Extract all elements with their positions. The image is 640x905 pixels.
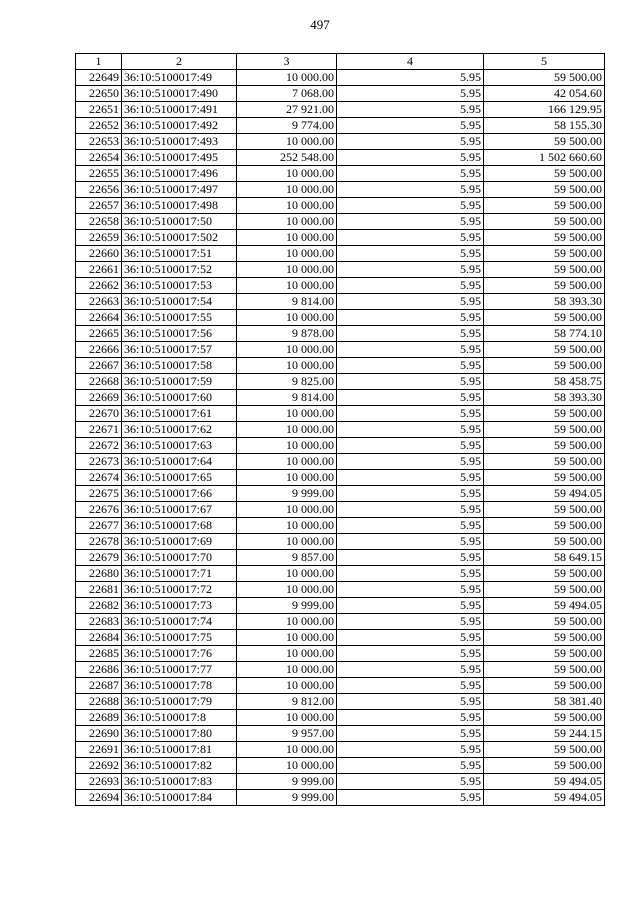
- amount-cell: 59 500.00: [484, 358, 605, 374]
- table-row: [76, 182, 605, 198]
- table-row: [76, 326, 605, 342]
- rate-cell: 5.95: [337, 374, 484, 390]
- cadastral-number-cell: 36:10:5100017:78: [122, 678, 237, 694]
- rate-cell: 5.95: [337, 710, 484, 726]
- table-row: [76, 694, 605, 710]
- amount-cell: 59 500.00: [484, 342, 605, 358]
- row-number-cell: 22690: [76, 726, 122, 742]
- amount-cell: 59 500.00: [484, 646, 605, 662]
- row-number-cell: 22682: [76, 598, 122, 614]
- cadastral-number-cell: 36:10:5100017:61: [122, 406, 237, 422]
- row-number-cell: 22660: [76, 246, 122, 262]
- cadastral-number-cell: 36:10:5100017:68: [122, 518, 237, 534]
- table-row: [76, 374, 605, 390]
- area-cell: 9 814.00: [237, 390, 337, 406]
- amount-cell: 58 649.15: [484, 550, 605, 566]
- row-number-cell: 22687: [76, 678, 122, 694]
- area-cell: 9 999.00: [237, 790, 337, 806]
- row-number-cell: 22654: [76, 150, 122, 166]
- column-header-5: 5: [484, 54, 605, 70]
- row-number-cell: 22658: [76, 214, 122, 230]
- column-header-4: 4: [337, 54, 484, 70]
- area-cell: 7 068.00: [237, 86, 337, 102]
- area-cell: 27 921.00: [237, 102, 337, 118]
- amount-cell: 58 381.40: [484, 694, 605, 710]
- rate-cell: 5.95: [337, 102, 484, 118]
- area-cell: 10 000.00: [237, 278, 337, 294]
- rate-cell: 5.95: [337, 470, 484, 486]
- cadastral-number-cell: 36:10:5100017:63: [122, 438, 237, 454]
- row-number-cell: 22670: [76, 406, 122, 422]
- area-cell: 9 878.00: [237, 326, 337, 342]
- cadastral-number-cell: 36:10:5100017:81: [122, 742, 237, 758]
- table-row: [76, 598, 605, 614]
- cadastral-number-cell: 36:10:5100017:70: [122, 550, 237, 566]
- cadastral-number-cell: 36:10:5100017:74: [122, 614, 237, 630]
- amount-cell: 59 500.00: [484, 198, 605, 214]
- amount-cell: 59 494.05: [484, 486, 605, 502]
- row-number-cell: 22686: [76, 662, 122, 678]
- rate-cell: 5.95: [337, 358, 484, 374]
- table-row: [76, 758, 605, 774]
- row-number-cell: 22680: [76, 566, 122, 582]
- area-cell: 10 000.00: [237, 662, 337, 678]
- row-number-cell: 22672: [76, 438, 122, 454]
- cadastral-number-cell: 36:10:5100017:497: [122, 182, 237, 198]
- row-number-cell: 22671: [76, 422, 122, 438]
- area-cell: 9 857.00: [237, 550, 337, 566]
- area-cell: 10 000.00: [237, 198, 337, 214]
- rate-cell: 5.95: [337, 582, 484, 598]
- cadastral-number-cell: 36:10:5100017:65: [122, 470, 237, 486]
- cadastral-number-cell: 36:10:5100017:491: [122, 102, 237, 118]
- cadastral-number-cell: 36:10:5100017:80: [122, 726, 237, 742]
- row-number-cell: 22685: [76, 646, 122, 662]
- table-row: [76, 166, 605, 182]
- amount-cell: 59 500.00: [484, 134, 605, 150]
- rate-cell: 5.95: [337, 550, 484, 566]
- rate-cell: 5.95: [337, 742, 484, 758]
- rate-cell: 5.95: [337, 454, 484, 470]
- row-number-cell: 22683: [76, 614, 122, 630]
- cadastral-number-cell: 36:10:5100017:66: [122, 486, 237, 502]
- table-row: [76, 262, 605, 278]
- table-row: [76, 358, 605, 374]
- rate-cell: 5.95: [337, 390, 484, 406]
- area-cell: 9 814.00: [237, 294, 337, 310]
- area-cell: 9 999.00: [237, 486, 337, 502]
- cadastral-number-cell: 36:10:5100017:55: [122, 310, 237, 326]
- area-cell: 10 000.00: [237, 518, 337, 534]
- cadastral-number-cell: 36:10:5100017:495: [122, 150, 237, 166]
- area-cell: 10 000.00: [237, 454, 337, 470]
- cadastral-number-cell: 36:10:5100017:77: [122, 662, 237, 678]
- rate-cell: 5.95: [337, 774, 484, 790]
- cadastral-number-cell: 36:10:5100017:83: [122, 774, 237, 790]
- amount-cell: 59 500.00: [484, 182, 605, 198]
- cadastral-number-cell: 36:10:5100017:49: [122, 70, 237, 86]
- rate-cell: 5.95: [337, 86, 484, 102]
- amount-cell: 1 502 660.60: [484, 150, 605, 166]
- row-number-cell: 22652: [76, 118, 122, 134]
- cadastral-number-cell: 36:10:5100017:502: [122, 230, 237, 246]
- area-cell: 10 000.00: [237, 214, 337, 230]
- cadastral-number-cell: 36:10:5100017:72: [122, 582, 237, 598]
- amount-cell: 59 494.05: [484, 790, 605, 806]
- amount-cell: 59 500.00: [484, 230, 605, 246]
- amount-cell: 59 500.00: [484, 742, 605, 758]
- row-number-cell: 22663: [76, 294, 122, 310]
- rate-cell: 5.95: [337, 198, 484, 214]
- row-number-cell: 22675: [76, 486, 122, 502]
- rate-cell: 5.95: [337, 614, 484, 630]
- area-cell: 252 548.00: [237, 150, 337, 166]
- row-number-cell: 22659: [76, 230, 122, 246]
- cadastral-number-cell: 36:10:5100017:64: [122, 454, 237, 470]
- row-number-cell: 22688: [76, 694, 122, 710]
- row-number-cell: 22662: [76, 278, 122, 294]
- rate-cell: 5.95: [337, 294, 484, 310]
- area-cell: 10 000.00: [237, 502, 337, 518]
- amount-cell: 59 500.00: [484, 278, 605, 294]
- table-row: [76, 86, 605, 102]
- amount-cell: 166 129.95: [484, 102, 605, 118]
- row-number-cell: 22665: [76, 326, 122, 342]
- rate-cell: 5.95: [337, 630, 484, 646]
- rate-cell: 5.95: [337, 646, 484, 662]
- amount-cell: 59 500.00: [484, 758, 605, 774]
- row-number-cell: 22694: [76, 790, 122, 806]
- rate-cell: 5.95: [337, 70, 484, 86]
- row-number-cell: 22664: [76, 310, 122, 326]
- row-number-cell: 22666: [76, 342, 122, 358]
- amount-cell: 42 054.60: [484, 86, 605, 102]
- row-number-cell: 22661: [76, 262, 122, 278]
- row-number-cell: 22653: [76, 134, 122, 150]
- area-cell: 10 000.00: [237, 646, 337, 662]
- area-cell: 10 000.00: [237, 246, 337, 262]
- rate-cell: 5.95: [337, 422, 484, 438]
- table-row: [76, 582, 605, 598]
- area-cell: 9 812.00: [237, 694, 337, 710]
- rate-cell: 5.95: [337, 262, 484, 278]
- table-row: [76, 278, 605, 294]
- rate-cell: 5.95: [337, 278, 484, 294]
- area-cell: 10 000.00: [237, 262, 337, 278]
- area-cell: 10 000.00: [237, 134, 337, 150]
- area-cell: 10 000.00: [237, 534, 337, 550]
- table-row: [76, 246, 605, 262]
- row-number-cell: 22691: [76, 742, 122, 758]
- row-number-cell: 22693: [76, 774, 122, 790]
- table-row: [76, 614, 605, 630]
- area-cell: 10 000.00: [237, 70, 337, 86]
- rate-cell: 5.95: [337, 518, 484, 534]
- amount-cell: 59 500.00: [484, 406, 605, 422]
- area-cell: 9 774.00: [237, 118, 337, 134]
- rate-cell: 5.95: [337, 166, 484, 182]
- table-row: [76, 518, 605, 534]
- table-row: [76, 534, 605, 550]
- area-cell: 10 000.00: [237, 438, 337, 454]
- table-row: [76, 774, 605, 790]
- cadastral-number-cell: 36:10:5100017:69: [122, 534, 237, 550]
- rate-cell: 5.95: [337, 790, 484, 806]
- area-cell: 10 000.00: [237, 678, 337, 694]
- cadastral-number-cell: 36:10:5100017:71: [122, 566, 237, 582]
- row-number-cell: 22649: [76, 70, 122, 86]
- rate-cell: 5.95: [337, 566, 484, 582]
- row-number-cell: 22667: [76, 358, 122, 374]
- cadastral-number-cell: 36:10:5100017:492: [122, 118, 237, 134]
- area-cell: 10 000.00: [237, 758, 337, 774]
- row-number-cell: 22684: [76, 630, 122, 646]
- amount-cell: 58 155.30: [484, 118, 605, 134]
- area-cell: 10 000.00: [237, 342, 337, 358]
- table-row: [76, 390, 605, 406]
- cadastral-number-cell: 36:10:5100017:62: [122, 422, 237, 438]
- rate-cell: 5.95: [337, 326, 484, 342]
- area-cell: 10 000.00: [237, 310, 337, 326]
- area-cell: 9 825.00: [237, 374, 337, 390]
- table-row: [76, 502, 605, 518]
- header-row: [76, 54, 605, 70]
- table-row: [76, 134, 605, 150]
- rate-cell: 5.95: [337, 438, 484, 454]
- rate-cell: 5.95: [337, 598, 484, 614]
- amount-cell: 59 500.00: [484, 614, 605, 630]
- table-row: [76, 438, 605, 454]
- table-row: [76, 678, 605, 694]
- row-number-cell: 22650: [76, 86, 122, 102]
- cadastral-number-cell: 36:10:5100017:67: [122, 502, 237, 518]
- rate-cell: 5.95: [337, 182, 484, 198]
- area-cell: 10 000.00: [237, 182, 337, 198]
- cadastral-number-cell: 36:10:5100017:493: [122, 134, 237, 150]
- page-number: 497: [310, 17, 330, 32]
- amount-cell: 59 500.00: [484, 246, 605, 262]
- amount-cell: 59 500.00: [484, 310, 605, 326]
- area-cell: 10 000.00: [237, 358, 337, 374]
- amount-cell: 59 500.00: [484, 582, 605, 598]
- row-number-cell: 22656: [76, 182, 122, 198]
- table-row: [76, 102, 605, 118]
- row-number-cell: 22657: [76, 198, 122, 214]
- table-row: [76, 230, 605, 246]
- rate-cell: 5.95: [337, 406, 484, 422]
- cadastral-number-cell: 36:10:5100017:50: [122, 214, 237, 230]
- cadastral-number-cell: 36:10:5100017:76: [122, 646, 237, 662]
- area-cell: 10 000.00: [237, 422, 337, 438]
- area-cell: 10 000.00: [237, 406, 337, 422]
- cadastral-number-cell: 36:10:5100017:58: [122, 358, 237, 374]
- row-number-cell: 22692: [76, 758, 122, 774]
- rate-cell: 5.95: [337, 678, 484, 694]
- amount-cell: 59 500.00: [484, 662, 605, 678]
- cadastral-number-cell: 36:10:5100017:53: [122, 278, 237, 294]
- table-row: [76, 70, 605, 86]
- area-cell: 10 000.00: [237, 710, 337, 726]
- cadastral-number-cell: 36:10:5100017:56: [122, 326, 237, 342]
- cadastral-number-cell: 36:10:5100017:496: [122, 166, 237, 182]
- table-row: [76, 294, 605, 310]
- rate-cell: 5.95: [337, 486, 484, 502]
- amount-cell: 59 500.00: [484, 70, 605, 86]
- area-cell: 10 000.00: [237, 742, 337, 758]
- table-row: [76, 710, 605, 726]
- rate-cell: 5.95: [337, 230, 484, 246]
- area-cell: 10 000.00: [237, 582, 337, 598]
- table-row: [76, 646, 605, 662]
- cadastral-number-cell: 36:10:5100017:51: [122, 246, 237, 262]
- table-row: [76, 150, 605, 166]
- amount-cell: 59 494.05: [484, 774, 605, 790]
- cadastral-number-cell: 36:10:5100017:54: [122, 294, 237, 310]
- row-number-cell: 22668: [76, 374, 122, 390]
- row-number-cell: 22669: [76, 390, 122, 406]
- rate-cell: 5.95: [337, 246, 484, 262]
- cadastral-number-cell: 36:10:5100017:8: [122, 710, 237, 726]
- cadastral-number-cell: 36:10:5100017:79: [122, 694, 237, 710]
- cadastral-number-cell: 36:10:5100017:60: [122, 390, 237, 406]
- amount-cell: 59 500.00: [484, 214, 605, 230]
- table-row: [76, 790, 605, 806]
- area-cell: 10 000.00: [237, 630, 337, 646]
- area-cell: 10 000.00: [237, 230, 337, 246]
- row-number-cell: 22674: [76, 470, 122, 486]
- table-row: [76, 566, 605, 582]
- rate-cell: 5.95: [337, 150, 484, 166]
- amount-cell: 59 244.15: [484, 726, 605, 742]
- rate-cell: 5.95: [337, 726, 484, 742]
- table-row: [76, 198, 605, 214]
- area-cell: 9 999.00: [237, 598, 337, 614]
- amount-cell: 59 500.00: [484, 534, 605, 550]
- table-row: [76, 742, 605, 758]
- area-cell: 10 000.00: [237, 166, 337, 182]
- amount-cell: 59 500.00: [484, 166, 605, 182]
- rate-cell: 5.95: [337, 214, 484, 230]
- rate-cell: 5.95: [337, 118, 484, 134]
- cadastral-number-cell: 36:10:5100017:490: [122, 86, 237, 102]
- amount-cell: 59 500.00: [484, 422, 605, 438]
- table-row: [76, 406, 605, 422]
- data-table: [75, 53, 605, 806]
- row-number-cell: 22679: [76, 550, 122, 566]
- rate-cell: 5.95: [337, 694, 484, 710]
- amount-cell: 59 500.00: [484, 630, 605, 646]
- table-body: [76, 70, 605, 806]
- column-header-3: 3: [237, 54, 337, 70]
- area-cell: 10 000.00: [237, 566, 337, 582]
- table-row: [76, 662, 605, 678]
- rate-cell: 5.95: [337, 310, 484, 326]
- rate-cell: 5.95: [337, 342, 484, 358]
- table-row: [76, 630, 605, 646]
- column-header-2: 2: [122, 54, 237, 70]
- cadastral-number-cell: 36:10:5100017:57: [122, 342, 237, 358]
- row-number-cell: 22655: [76, 166, 122, 182]
- area-cell: 10 000.00: [237, 614, 337, 630]
- amount-cell: 59 500.00: [484, 518, 605, 534]
- cadastral-number-cell: 36:10:5100017:82: [122, 758, 237, 774]
- rate-cell: 5.95: [337, 758, 484, 774]
- cadastral-number-cell: 36:10:5100017:59: [122, 374, 237, 390]
- rate-cell: 5.95: [337, 502, 484, 518]
- amount-cell: 59 500.00: [484, 678, 605, 694]
- amount-cell: 59 500.00: [484, 262, 605, 278]
- table-row: [76, 486, 605, 502]
- amount-cell: 59 500.00: [484, 454, 605, 470]
- row-number-cell: 22673: [76, 454, 122, 470]
- amount-cell: 58 393.30: [484, 294, 605, 310]
- rate-cell: 5.95: [337, 534, 484, 550]
- amount-cell: 58 774.10: [484, 326, 605, 342]
- table-row: [76, 422, 605, 438]
- row-number-cell: 22677: [76, 518, 122, 534]
- amount-cell: 59 500.00: [484, 566, 605, 582]
- cadastral-number-cell: 36:10:5100017:84: [122, 790, 237, 806]
- amount-cell: 59 500.00: [484, 502, 605, 518]
- row-number-cell: 22676: [76, 502, 122, 518]
- cadastral-number-cell: 36:10:5100017:73: [122, 598, 237, 614]
- column-header-1: 1: [76, 54, 122, 70]
- area-cell: 9 999.00: [237, 774, 337, 790]
- rate-cell: 5.95: [337, 662, 484, 678]
- table-row: [76, 550, 605, 566]
- table-row: [76, 342, 605, 358]
- table-row: [76, 726, 605, 742]
- row-number-cell: 22651: [76, 102, 122, 118]
- amount-cell: 59 500.00: [484, 710, 605, 726]
- amount-cell: 59 500.00: [484, 470, 605, 486]
- area-cell: 10 000.00: [237, 470, 337, 486]
- cadastral-number-cell: 36:10:5100017:52: [122, 262, 237, 278]
- cadastral-number-cell: 36:10:5100017:75: [122, 630, 237, 646]
- amount-cell: 58 393.30: [484, 390, 605, 406]
- rate-cell: 5.95: [337, 134, 484, 150]
- table-row: [76, 454, 605, 470]
- row-number-cell: 22689: [76, 710, 122, 726]
- table-row: [76, 118, 605, 134]
- cadastral-number-cell: 36:10:5100017:498: [122, 198, 237, 214]
- row-number-cell: 22678: [76, 534, 122, 550]
- amount-cell: 59 500.00: [484, 438, 605, 454]
- row-number-cell: 22681: [76, 582, 122, 598]
- area-cell: 9 957.00: [237, 726, 337, 742]
- amount-cell: 59 494.05: [484, 598, 605, 614]
- table-row: [76, 470, 605, 486]
- table-row: [76, 310, 605, 326]
- amount-cell: 58 458.75: [484, 374, 605, 390]
- table-row: [76, 214, 605, 230]
